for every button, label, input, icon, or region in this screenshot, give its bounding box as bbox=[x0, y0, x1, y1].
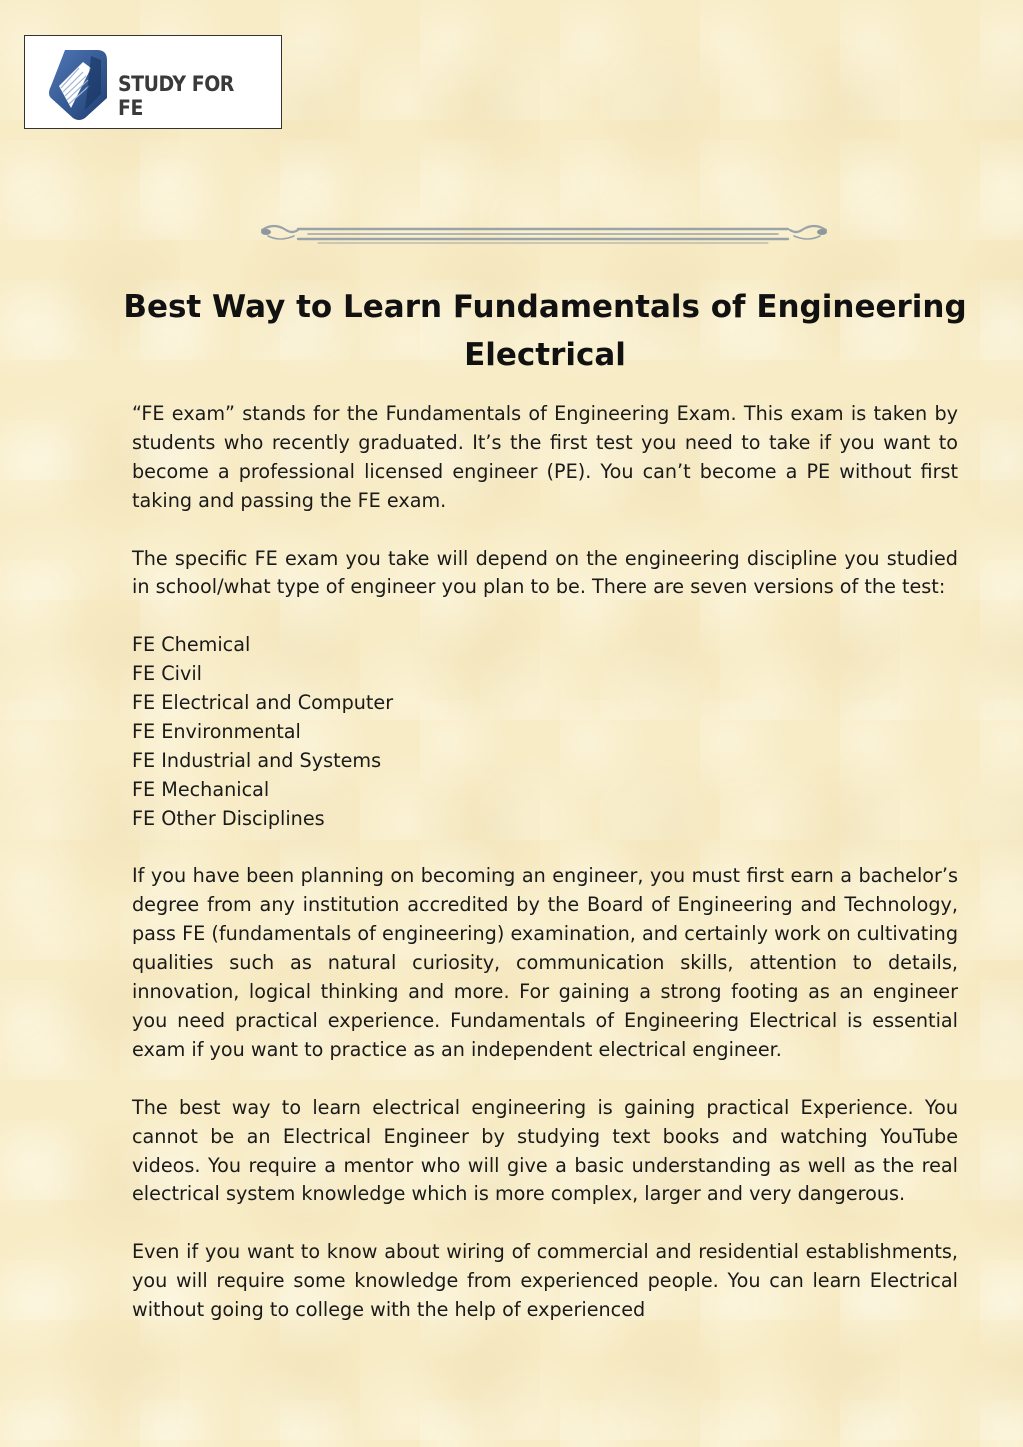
page-title: Best Way to Learn Fundamentals of Engineering Electrical bbox=[123, 289, 967, 373]
logo-text: STUDY FOR FE bbox=[118, 72, 234, 120]
paragraph: The specific FE exam you take will depend on the engineering discipline you studied in school/what type of engineer you plan to be. There are seven versions of the test: bbox=[132, 546, 958, 599]
logo-box bbox=[24, 35, 282, 129]
list-item: FE Other Disciplines bbox=[132, 806, 325, 830]
exam-versions-list bbox=[132, 631, 958, 833]
paragraph: If you have been planning on becoming an engineer, you must first earn a bachelor’s degree from any institution accredited by the Board of Engineering and Technology, pass FE (fundamentals of engineering) examination, and certainly work on cultivating qualities such as natural curiosity, communication skills, attention to details, innovation, logical thinking and more. For gaining a strong footing as an engineer you need practical experience. Fundamentals of Engineering Electrical is essential exam if you want to practice as an independent electrical engineer. bbox=[132, 864, 958, 1061]
list-item: FE Industrial and Systems bbox=[132, 748, 382, 772]
paragraph: Even if you want to know about wiring of commercial and residential establishments, you will require some knowledge from experienced people. You can learn Electrical without going to college with the help of experienced bbox=[132, 1240, 958, 1322]
open-book-logo-icon bbox=[45, 46, 111, 122]
list-item: FE Electrical and Computer bbox=[132, 691, 394, 715]
ornamental-divider-icon bbox=[258, 220, 830, 250]
paragraph: The best way to learn electrical engineering is gaining practical Experience. You cannot be an Electrical Engineer by studying text books and watching YouTube videos. You require a mentor who will give a basic understanding as well as the real electrical system knowledge which is more complex, larger and very dangerous. bbox=[132, 1095, 958, 1206]
list-item: FE Civil bbox=[132, 662, 203, 686]
article-body bbox=[132, 400, 958, 1354]
list-item: FE Mechanical bbox=[132, 777, 270, 801]
list-item: FE Environmental bbox=[132, 719, 301, 743]
paragraph: “FE exam” stands for the Fundamentals of Engineering Exam. This exam is taken by students who recently graduated. It’s the first test you need to take if you want to become a professional licensed engineer (PE). You can’t become a PE without first taking and passing the FE exam. bbox=[132, 402, 958, 512]
list-item: FE Chemical bbox=[132, 633, 251, 657]
